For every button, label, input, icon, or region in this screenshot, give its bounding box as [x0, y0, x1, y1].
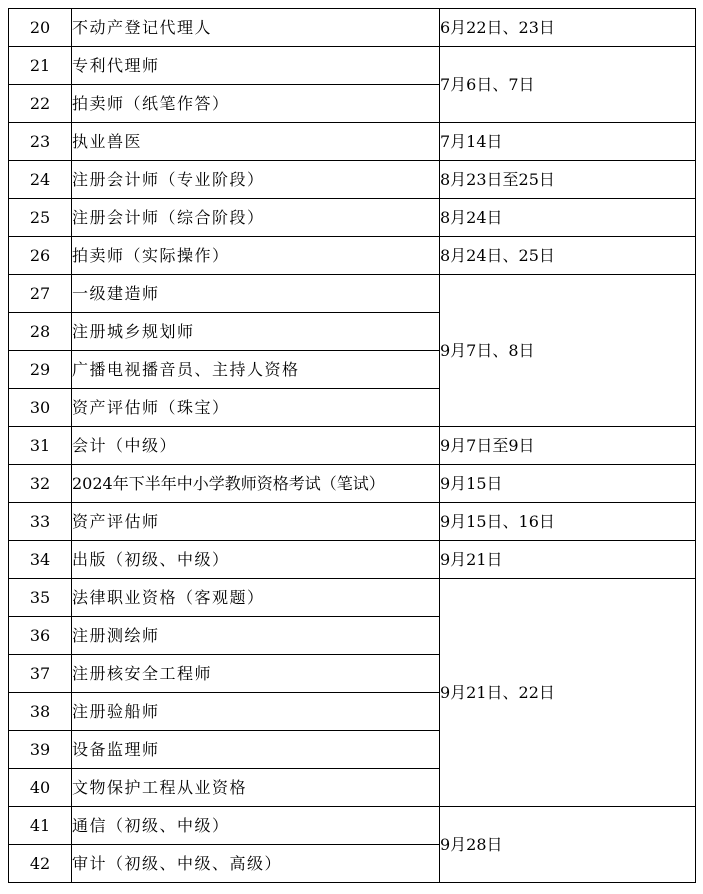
exam-name: 文物保护工程从业资格 [72, 769, 440, 807]
exam-date: 6月22日、23日 [440, 9, 696, 47]
exam-name: 注册测绘师 [72, 617, 440, 655]
exam-name: 通信（初级、中级） [72, 807, 440, 845]
row-number: 25 [9, 199, 72, 237]
row-number: 34 [9, 541, 72, 579]
row-number: 20 [9, 9, 72, 47]
row-number: 42 [9, 845, 72, 883]
exam-name: 拍卖师（纸笔作答） [72, 85, 440, 123]
row-number: 22 [9, 85, 72, 123]
table-row [9, 9, 696, 47]
exam-name: 一级建造师 [72, 275, 440, 313]
exam-name: 注册核安全工程师 [72, 655, 440, 693]
row-number: 24 [9, 161, 72, 199]
exam-name: 执业兽医 [72, 123, 440, 161]
exam-date: 7月14日 [440, 123, 696, 161]
row-number: 39 [9, 731, 72, 769]
table-row [9, 47, 696, 85]
row-number: 26 [9, 237, 72, 275]
row-number: 31 [9, 427, 72, 465]
row-number: 38 [9, 693, 72, 731]
row-number: 30 [9, 389, 72, 427]
exam-date: 9月7日至9日 [440, 427, 696, 465]
exam-date: 9月21日 [440, 541, 696, 579]
exam-date: 9月21日、22日 [440, 579, 696, 807]
exam-name: 广播电视播音员、主持人资格 [72, 351, 440, 389]
exam-name: 出版（初级、中级） [72, 541, 440, 579]
row-number: 36 [9, 617, 72, 655]
exam-name: 2024年下半年中小学教师资格考试（笔试） [72, 465, 440, 503]
row-number: 37 [9, 655, 72, 693]
exam-name: 注册验船师 [72, 693, 440, 731]
table-row [9, 237, 696, 275]
exam-schedule-body [9, 9, 696, 883]
exam-schedule-table [8, 8, 696, 883]
exam-date: 8月23日至25日 [440, 161, 696, 199]
exam-date: 8月24日、25日 [440, 237, 696, 275]
exam-name: 法律职业资格（客观题） [72, 579, 440, 617]
row-number: 29 [9, 351, 72, 389]
row-number: 27 [9, 275, 72, 313]
row-number: 21 [9, 47, 72, 85]
row-number: 40 [9, 769, 72, 807]
row-number: 35 [9, 579, 72, 617]
table-row [9, 541, 696, 579]
exam-date: 8月24日 [440, 199, 696, 237]
exam-name: 资产评估师 [72, 503, 440, 541]
row-number: 41 [9, 807, 72, 845]
row-number: 28 [9, 313, 72, 351]
table-row [9, 161, 696, 199]
exam-name: 不动产登记代理人 [72, 9, 440, 47]
exam-name: 拍卖师（实际操作） [72, 237, 440, 275]
row-number: 23 [9, 123, 72, 161]
exam-date: 9月15日 [440, 465, 696, 503]
exam-name: 注册城乡规划师 [72, 313, 440, 351]
table-row [9, 427, 696, 465]
table-row [9, 199, 696, 237]
table-row [9, 465, 696, 503]
exam-date: 7月6日、7日 [440, 47, 696, 123]
exam-name: 注册会计师（综合阶段） [72, 199, 440, 237]
exam-date: 9月28日 [440, 807, 696, 883]
exam-name: 专利代理师 [72, 47, 440, 85]
table-row [9, 503, 696, 541]
table-row [9, 579, 696, 617]
table-row [9, 275, 696, 313]
row-number: 33 [9, 503, 72, 541]
table-row [9, 807, 696, 845]
exam-name: 资产评估师（珠宝） [72, 389, 440, 427]
row-number: 32 [9, 465, 72, 503]
exam-name: 审计（初级、中级、高级） [72, 845, 440, 883]
exam-name: 会计（中级） [72, 427, 440, 465]
exam-name: 注册会计师（专业阶段） [72, 161, 440, 199]
exam-date: 9月7日、8日 [440, 275, 696, 427]
table-row [9, 123, 696, 161]
exam-date: 9月15日、16日 [440, 503, 696, 541]
exam-name: 设备监理师 [72, 731, 440, 769]
